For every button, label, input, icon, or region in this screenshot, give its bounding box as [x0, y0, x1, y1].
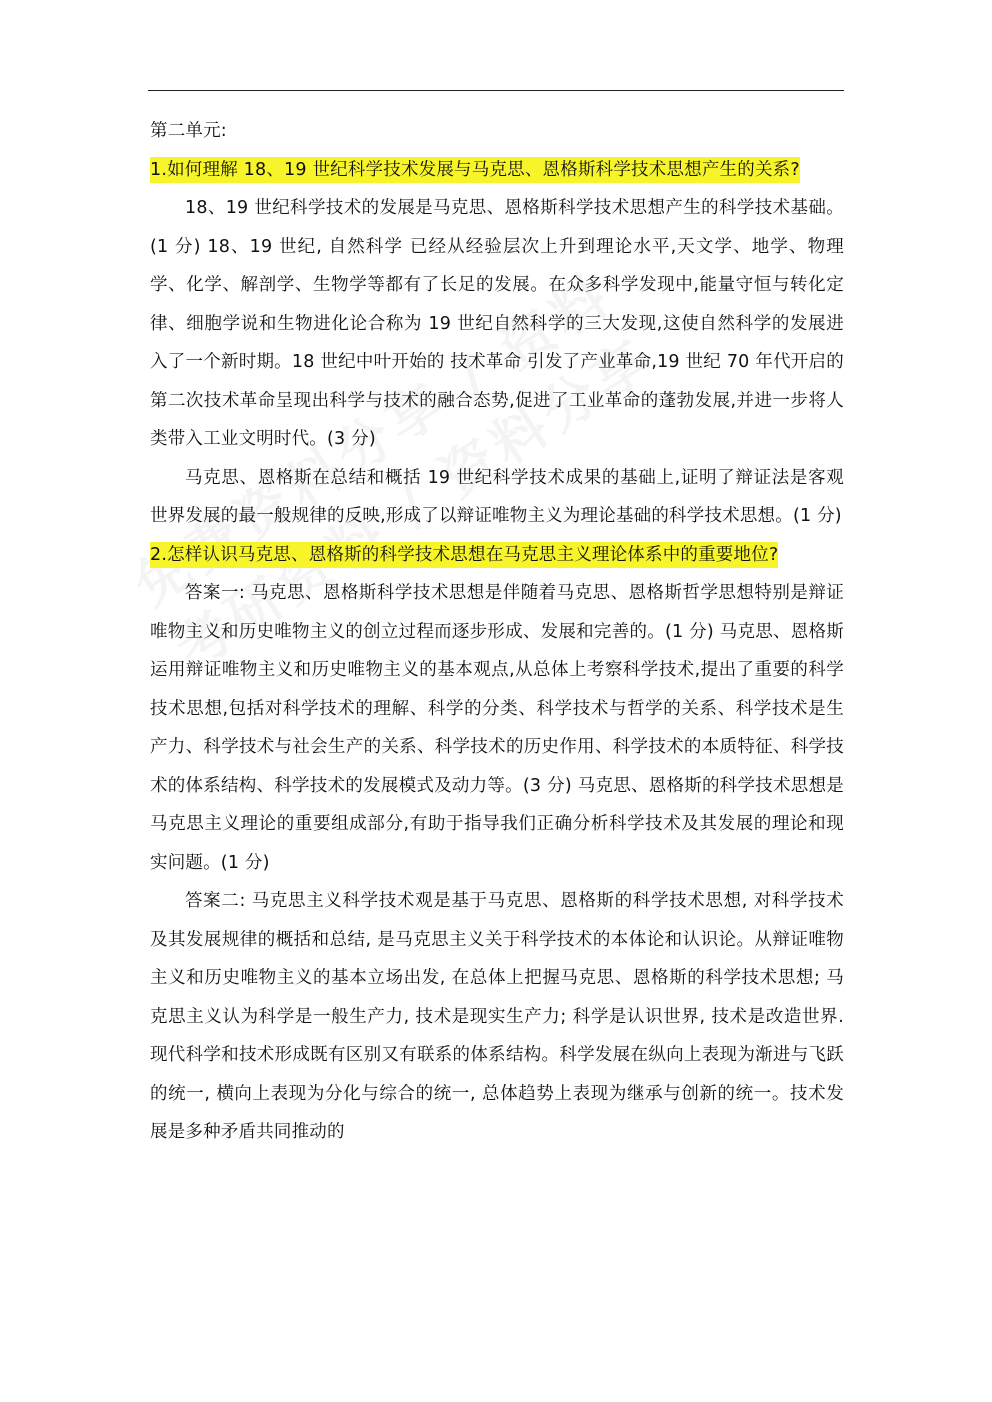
answer-1-paragraph-1: 18、19 世纪科学技术的发展是马克思、恩格斯科学技术思想产生的科学技术基础。(1 分) 18、19 世纪, 自然科学 已经从经验层次上升到理论水平,天文学、地学、物理学、化学、解剖学、生物学等都有了长足的发展。在众多科学发现中,能量守恒与转化定律、细胞学说和生物进化论合称为 19 世纪自然科学的三大发现,这使自然科学的发展进入了一个新时期。18 世纪中叶开始的 技术革命 引发了产业革命,19 世纪 70 年代开启的第二次技术革命呈现出科学与技术的融合态势,促进了工业革命的蓬勃发展,并进一步将人类带入工业文明时代。(3 分) — [150, 198, 844, 449]
answer-1-paragraph-2: 马克思、恩格斯在总结和概括 19 世纪科学技术成果的基础上,证明了辩证法是客观世界发展的最一般规律的反映,形成了以辩证唯物主义为理论基础的科学技术思想。(1 分) — [150, 467, 844, 526]
document-body — [150, 112, 844, 1152]
question-2 — [150, 536, 844, 575]
answer-2-paragraph-2: 答案二: 马克思主义科学技术观是基于马克思、恩格斯的科学技术思想, 对科学技术及其发展规律的概括和总结, 是马克思主义关于科学技术的本体论和认识论。从辩证唯物主义和历史唯物主义的基本立场出发, 在总体上把握马克思、恩格斯的科学技术思想; 马克思主义认为科学是一般生产力, 技术是现实生产力; 科学是认识世界, 技术是改造世界.现代科学和技术形成既有区别又有联系的体系结构。科学发展在纵向上表现为渐进与飞跃的统一, 横向上表现为分化与综合的统一, 总体趋势上表现为继承与创新的统一。技术发展是多种矛盾共同推动的 — [150, 891, 844, 1142]
question-2-text: 2.怎样认识马克思、恩格斯的科学技术思想在马克思主义理论体系中的重要地位? — [150, 542, 778, 568]
answer-2-paragraph-1: 答案一: 马克思、恩格斯科学技术思想是伴随着马克思、恩格斯哲学思想特别是辩证唯物主义和历史唯物主义的创立过程而逐步形成、发展和完善的。(1 分) 马克思、恩格斯运用辩证唯物主义和历史唯物主义的基本观点,从总体上考察科学技术,提出了重要的科学技术思想,包括对科学技术的理解、科学的分类、科学技术与哲学的关系、科学技术是生产力、科学技术与社会生产的关系、科学技术的历史作用、科学技术的本质特征、科学技术的体系结构、科学技术的发展模式及动力等。(3 分) 马克思、恩格斯的科学技术思想是马克思主义理论的重要组成部分,有助于指导我们正确分析科学技术及其发展的理论和现实问题。(1 分) — [150, 583, 844, 873]
question-1 — [150, 151, 844, 190]
question-1-text: 1.如何理解 18、19 世纪科学技术发展与马克思、恩格斯科学技术思想产生的关系? — [150, 157, 800, 183]
section-title: 第二单元: — [150, 121, 227, 141]
header-rule — [148, 90, 844, 91]
